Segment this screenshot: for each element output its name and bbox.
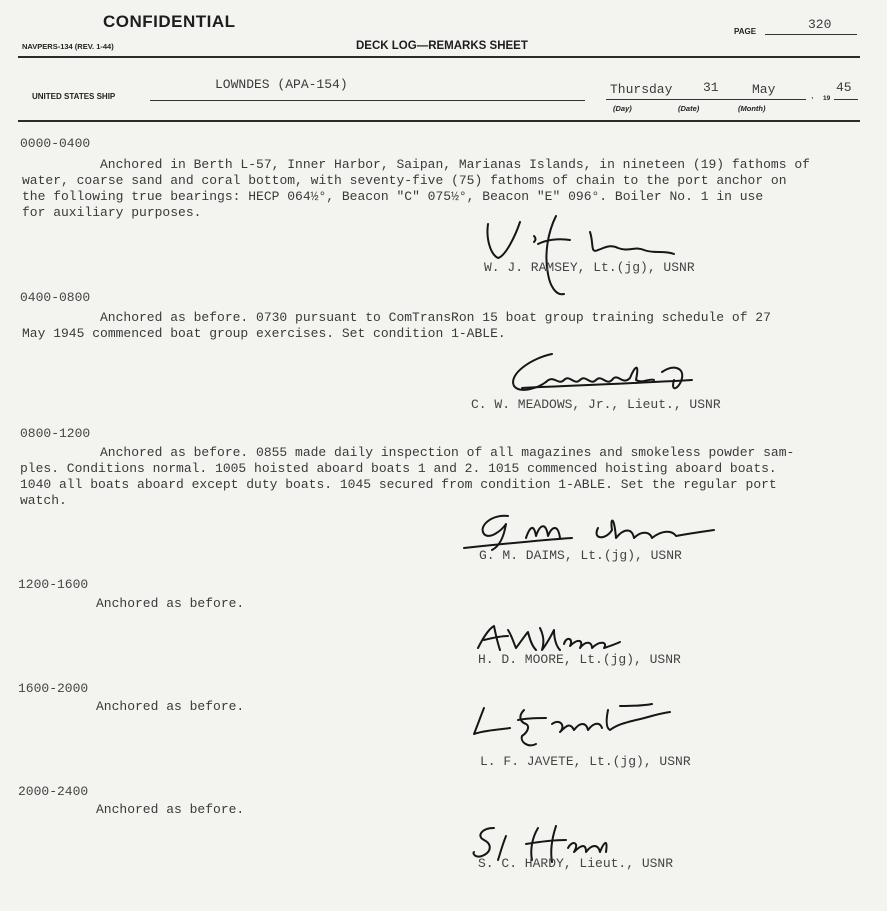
- log-year: 45: [836, 80, 852, 95]
- officer-name: L. F. JAVETE, Lt.(jg), USNR: [480, 754, 691, 769]
- remarks-line: Anchored as before.: [96, 699, 245, 714]
- officer-name: G. M. DAIMS, Lt.(jg), USNR: [479, 548, 682, 563]
- watch-period: 0800-1200: [20, 426, 91, 441]
- remarks-line: Anchored as before. 0855 made daily inspection of all magazines and smokeless powder sam-: [100, 445, 795, 460]
- officer-name: S. C. HARDY, Lieut., USNR: [478, 856, 674, 871]
- remarks-line: the following true bearings: HECP 064½°, Beacon "C" 075½°, Beacon "E" 096°. Boiler No. 1 in use: [22, 189, 764, 204]
- month-caption: (Month): [738, 104, 766, 113]
- remarks-line: May 1945 commenced boat group exercises. Set condition 1-ABLE.: [22, 326, 506, 341]
- date-comma: ,: [811, 90, 814, 100]
- log-day: Thursday: [610, 82, 673, 97]
- page-number: 320: [808, 17, 832, 32]
- officer-signature: [470, 700, 680, 762]
- header-rule-bottom: [18, 120, 860, 122]
- year-underline: [834, 99, 858, 100]
- log-date: 31: [703, 80, 719, 95]
- year-prefix: 19: [823, 95, 831, 102]
- remarks-line: for auxiliary purposes.: [22, 205, 202, 220]
- date-underline: [606, 99, 806, 100]
- form-number: NAVPERS-134 (REV. 1-44): [22, 42, 114, 51]
- remarks-line: watch.: [20, 493, 67, 508]
- page-number-underline: [765, 34, 857, 35]
- watch-period: 0000-0400: [20, 136, 91, 151]
- day-caption: (Day): [613, 104, 632, 113]
- officer-name: W. J. RAMSEY, Lt.(jg), USNR: [484, 260, 695, 275]
- remarks-line: Anchored as before.: [96, 802, 245, 817]
- header-rule-top: [18, 56, 860, 58]
- officer-name: H. D. MOORE, Lt.(jg), USNR: [478, 652, 681, 667]
- page-title: DECK LOG—REMARKS SHEET: [356, 40, 528, 52]
- log-month: May: [752, 82, 776, 97]
- watch-period: 0400-0800: [20, 290, 91, 305]
- remarks-line: 1040 all boats aboard except duty boats. 1045 secured from condition 1-ABLE. Set the regular port: [20, 477, 777, 492]
- remarks-line: Anchored as before. 0730 pursuant to ComTransRon 15 boat group training schedule of 27: [100, 310, 771, 325]
- ship-label: UNITED STATES SHIP: [32, 92, 116, 101]
- officer-signature: [478, 210, 698, 302]
- ship-name-underline: [150, 100, 585, 101]
- watch-period: 1600-2000: [18, 681, 89, 696]
- watch-period: 2000-2400: [18, 784, 89, 799]
- officer-name: C. W. MEADOWS, Jr., Lieut., USNR: [471, 397, 721, 412]
- remarks-line: Anchored in Berth L-57, Inner Harbor, Saipan, Marianas Islands, in nineteen (19) fathoms of: [100, 157, 810, 172]
- ship-name: LOWNDES (APA-154): [215, 77, 348, 92]
- classification-heading: CONFIDENTIAL: [103, 12, 236, 31]
- remarks-line: water, coarse sand and coral bottom, with seventy-five (75) fathoms of chain to the port anchor on: [22, 173, 787, 188]
- remarks-line: ples. Conditions normal. 1005 hoisted aboard boats 1 and 2. 1015 commenced hoisting aboard boats.: [20, 461, 777, 476]
- remarks-line: Anchored as before.: [96, 596, 245, 611]
- date-caption: (Date): [678, 104, 700, 113]
- page-label: PAGE: [734, 27, 757, 36]
- watch-period: 1200-1600: [18, 577, 89, 592]
- officer-signature: [502, 350, 712, 400]
